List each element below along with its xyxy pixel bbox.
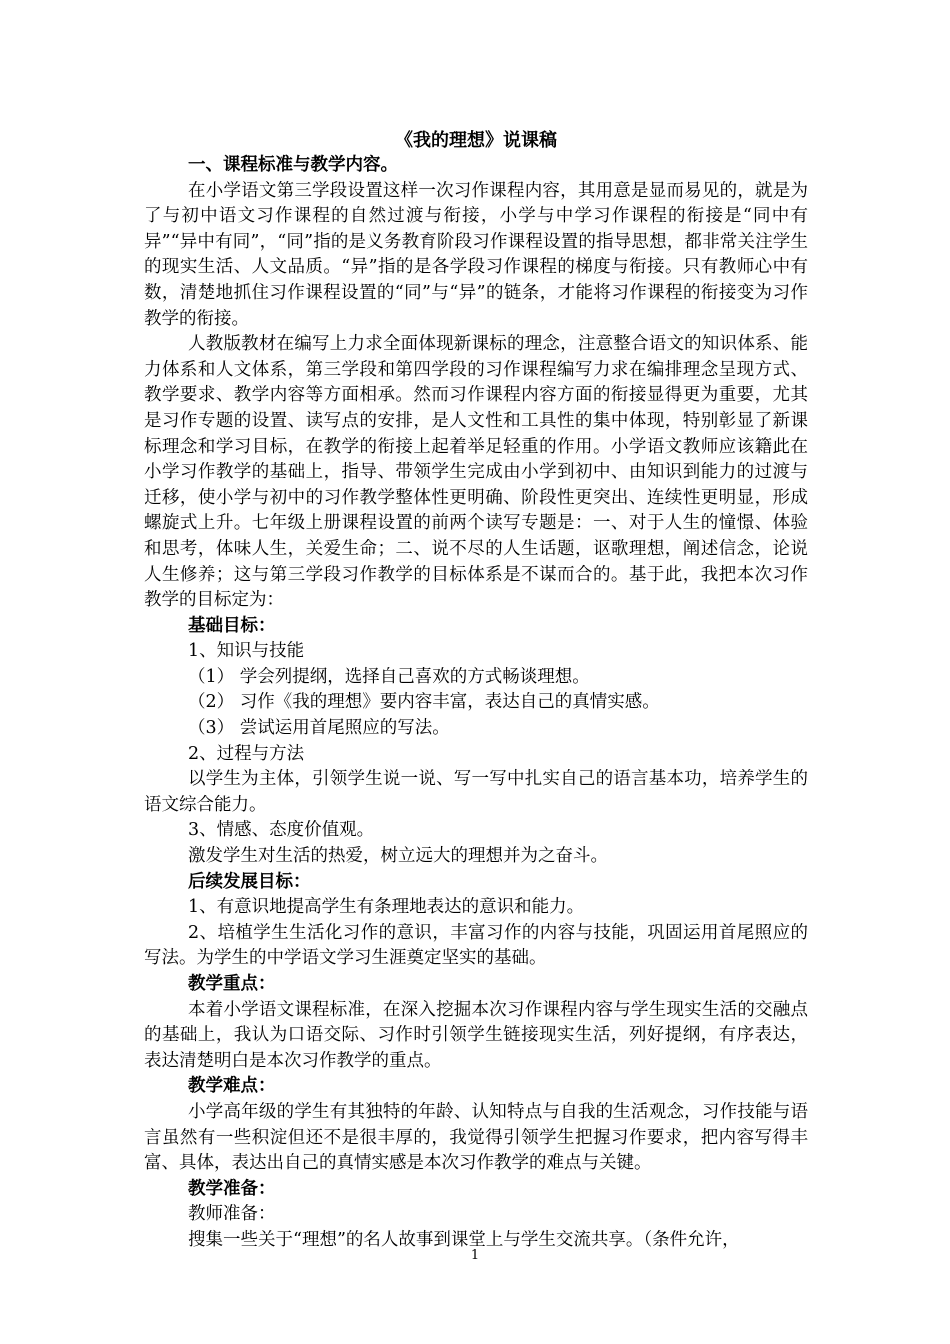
list-item: （2） 习作《我的理想》要内容丰富，表达自己的真情实感。 bbox=[188, 692, 660, 713]
paragraph: 搜集一些关于“理想”的名人故事到课堂上与学生交流共享。（条件允许， bbox=[188, 1229, 740, 1250]
list-item: （3） 尝试运用首尾照应的写法。 bbox=[188, 718, 450, 739]
subheading-basic-goal: 基础目标： bbox=[188, 615, 276, 636]
paragraph: 1、有意识地提高学生有条理地表达的意识和能力。 bbox=[188, 897, 585, 918]
subheading-difficulty: 教学难点： bbox=[188, 1076, 276, 1097]
paragraph: 在小学语文第三学段设置这样一次习作课程内容，其用意是显而易见的，就是为了与初中语文习作课程的自然过渡与衔接，小学与中学习作课程的衔接是“同中有异”“异中有同”，“同”指的是义务教育阶段习作课程设置的指导思想，都非常关注学生的现实生活、人文品质。“异”指的是各学段习作课程的梯度与衔接。只有教师心中有数，清楚地抓住习作课程设置的“同”与“异”的链条，才能将习作课程的衔接变为习作教学的衔接。 bbox=[144, 180, 808, 329]
document-body bbox=[144, 128, 808, 1254]
paragraph: 人教版教材在编写上力求全面体现新课标的理念，注意整合语文的知识体系、能力体系和人文体系，第三学段和第四学段的习作课程编写力求在编排理念呈现方式、教学要求、教学内容等方面相承。然而习作课程内容方面的衔接显得更为重要，尤其是习作专题的设置、读写点的安排，是人文性和工具性的集中体现，特别彰显了新课标理念和学习目标，在教学的衔接上起着举足轻重的作用。小学语文教师应该籍此在小学习作教学的基础上，指导、带领学生完成由小学到初中、由知识到能力的过渡与迁移，使小学与初中的习作教学整体性更明确、阶段性更突出、连续性更明显，形成螺旋式上升。七年级上册课程设置的前两个读写专题是：一、对于人生的憧憬、体验和思考，体味人生，关爱生命；二、说不尽的人生话题，讴歌理想，阐述信念，论说人生修养；这与第三学段习作教学的目标体系是不谋而合的。基于此，我把本次习作教学的目标定为： bbox=[144, 334, 808, 611]
paragraph: 2、培植学生生活化习作的意识，丰富习作的内容与技能，巩固运用首尾照应的写法。为学生的中学语文学习生涯奠定坚实的基础。 bbox=[144, 922, 808, 969]
subheading-follow-goal: 后续发展目标： bbox=[188, 871, 311, 892]
subheading-key-point: 教学重点： bbox=[188, 974, 276, 994]
paragraph: 激发学生对生活的热爱，树立远大的理想并为之奋斗。 bbox=[188, 846, 608, 867]
paragraph: 以学生为主体，引领学生说一说、写一写中扎实自己的语言基本功，培养学生的语文综合能力。 bbox=[144, 769, 808, 815]
list-heading: 2、过程与方法 bbox=[188, 743, 305, 764]
document-title: 《我的理想》说课稿 bbox=[395, 130, 557, 151]
list-item: （1） 学会列提纲，选择自己喜欢的方式畅谈理想。 bbox=[188, 666, 590, 687]
subheading-preparation: 教学准备： bbox=[188, 1178, 276, 1199]
page-number: 1 bbox=[470, 1248, 480, 1263]
list-heading: 3、情感、态度价值观。 bbox=[188, 820, 375, 841]
paragraph: 小学高年级的学生有其独特的年龄、认知特点与自我的生活观念，习作技能与语言虽然有一些积淀但还不是很丰厚的，我觉得引领学生把握习作要求，把内容写得丰富、具体，表达出自己的真情实感是本次习作教学的难点与关键。 bbox=[144, 1101, 808, 1174]
section-heading: 一、课程标准与教学内容。 bbox=[188, 155, 398, 175]
paragraph: 本着小学语文课程标准，在深入挖掘本次习作课程内容与学生现实生活的交融点的基础上，我认为口语交际、习作时引领学生链接现实生活，列好提纲，有序表达，表达清楚明白是本次习作教学的重点。 bbox=[144, 999, 808, 1071]
list-heading: 教师准备： bbox=[188, 1204, 276, 1225]
list-heading: 1、知识与技能 bbox=[188, 641, 305, 662]
